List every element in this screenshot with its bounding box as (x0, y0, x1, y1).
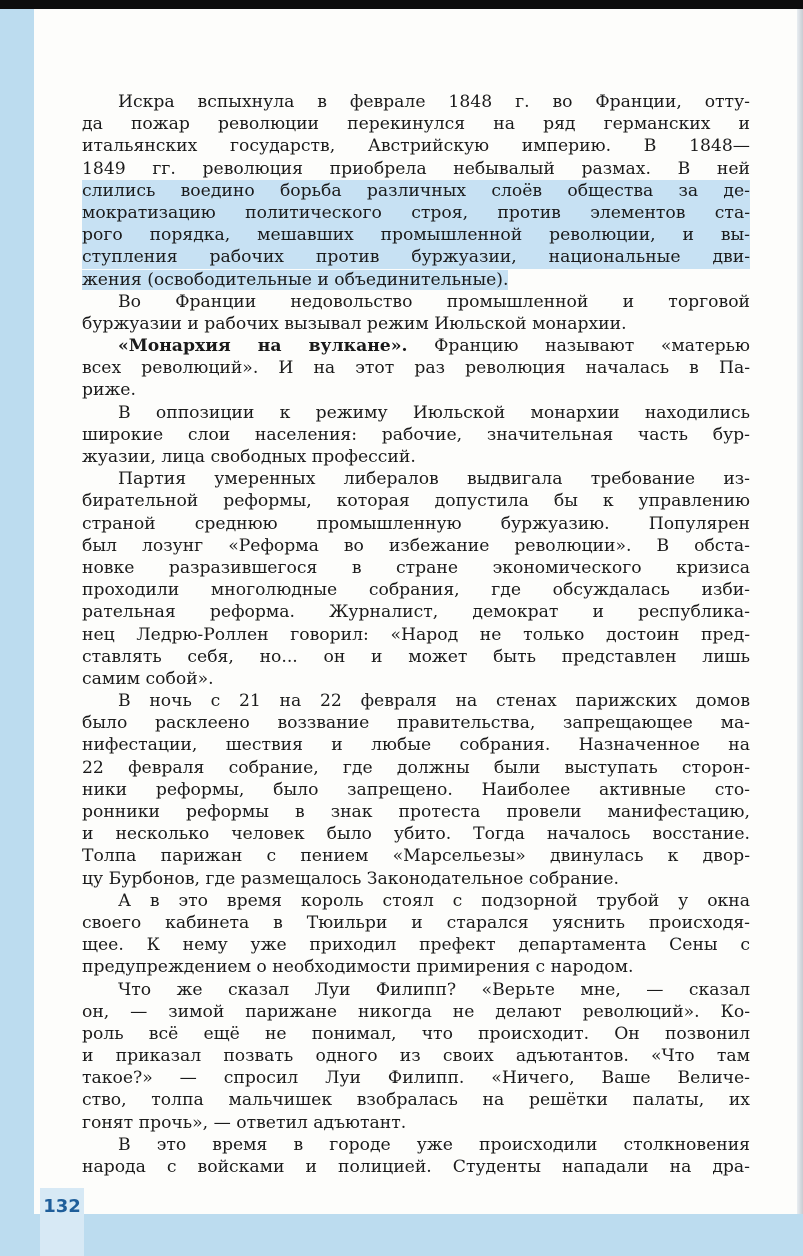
text-line: и приказал позвать одного из своих адъютантов. «Что там (82, 1046, 750, 1067)
top-edge (0, 0, 803, 9)
text-line: предупреждением о необходимости примирения с народом. (82, 957, 634, 978)
text-line: гонят прочь», — ответил адъютант. (82, 1112, 407, 1133)
text-line: нифестации, шествия и любые собрания. Назначенное на (82, 735, 750, 756)
paragraph (82, 890, 750, 979)
text-line: буржуазии и рабочих вызывал режим Июльской монархии. (82, 313, 627, 334)
text-line: В это время в городе уже происходили столкновения (118, 1134, 750, 1155)
text-line: своего кабинета в Тюильри и старался уяснить происходя- (82, 912, 750, 933)
paragraph (82, 91, 750, 291)
text-line: он, — зимой парижане никогда не делают революций». Ко- (82, 1001, 750, 1022)
text-line: Партия умеренных либералов выдвигала требование из- (118, 469, 750, 490)
text-line: Искра вспыхнула в феврале 1848 г. во Франции, отту- (118, 92, 750, 112)
text-line: бирательной реформы, которая допустила бы к управлению (82, 491, 750, 512)
text-line: Во Франции недовольство промышленной и торговой (118, 291, 750, 312)
highlighted-text-line: ступления рабочих против буржуазии, национальные дви- (82, 247, 750, 268)
left-margin-strip (0, 9, 34, 1256)
text-line: Толпа парижан с пением «Марсельезы» двинулась к двор- (82, 846, 750, 867)
text-line: страной среднюю промышленную буржуазию. Популярен (82, 513, 750, 534)
text-line: В ночь с 21 на 22 февраля на стенах парижских домов (118, 691, 750, 712)
text-line (82, 335, 750, 357)
text-line: ронники реформы в знак протеста провели манифестацию, (82, 802, 750, 822)
page-number: 132 (43, 1196, 81, 1217)
text-line: и несколько человек было убито. Тогда началось восстание. (82, 824, 750, 845)
highlighted-text-line: слились воедино борьба различных слоёв общества за де- (82, 180, 750, 201)
text-line: роль всё ещё не понимал, что происходит. Он позвонил (82, 1023, 750, 1044)
section-heading: «Монархия на вулкане». (118, 336, 408, 357)
text-line: всех революций». И на этот раз революция началась в Па- (82, 358, 750, 379)
text-fragment: Францию называют «матерью (407, 336, 750, 357)
text-line: новке разразившегося в стране экономического кризиса (82, 557, 750, 578)
text-line: народа с войсками и полицией. Студенты нападали на дра- (82, 1157, 750, 1177)
bottom-margin-band (0, 1214, 803, 1256)
text-line: Что же сказал Луи Филипп? «Верьте мне, — сказал (118, 979, 750, 1000)
text-line: жуазии, лица свободных профессий. (82, 447, 416, 467)
body-text (82, 91, 750, 1178)
text-line: итальянских государств, Австрийскую империю. В 1848— (82, 136, 750, 157)
paragraph (82, 402, 750, 469)
text-line: щее. К нему уже приходил префект департамента Сены с (82, 935, 750, 956)
paragraph (82, 690, 750, 890)
paragraph (82, 1134, 750, 1178)
text-line: было расклеено воззвание правительства, запрещающее ма- (82, 713, 750, 734)
text-line: рательная реформа. Журналист, демократ и республика- (82, 602, 750, 623)
text-line: нец Ледрю-Роллен говорил: «Народ не только достоин пред- (82, 624, 750, 645)
paragraph (82, 335, 750, 402)
right-edge-shadow (797, 9, 803, 1256)
highlighted-text-line (82, 269, 750, 291)
text-line: ство, толпа мальчишек взобралась на решётки палаты, их (82, 1090, 750, 1111)
highlight-span: жения (освободительные и объединительные). (82, 269, 509, 290)
text-line: самим собой». (82, 668, 214, 689)
text-line: ники реформы, было запрещено. Наиболее активные сто- (82, 779, 750, 800)
highlighted-text-line: мократизацию политического строя, против элементов ста- (82, 202, 750, 223)
text-line: проходили многолюдные собрания, где обсуждалась изби- (82, 580, 750, 601)
paragraph (82, 468, 750, 690)
text-line: широкие слои населения: рабочие, значительная часть бур- (82, 424, 750, 445)
text-line: А в это время король стоял с подзорной трубой у окна (118, 890, 750, 911)
text-line: такое?» — спросил Луи Филипп. «Ничего, Ваше Величе- (82, 1068, 750, 1089)
text-line: риже. (82, 380, 136, 401)
paragraph (82, 291, 750, 335)
text-line: да пожар революции перекинулся на ряд германских и (82, 114, 750, 135)
paragraph (82, 979, 750, 1134)
text-line: цу Бурбонов, где размещалось Законодательное собрание. (82, 868, 619, 889)
text-line: 1849 гг. революция приобрела небывалый размах. В ней (82, 158, 750, 179)
text-line: был лозунг «Реформа во избежание революции». В обста- (82, 535, 750, 556)
text-line: 22 февраля собрание, где должны были выступать сторон- (82, 757, 750, 778)
highlighted-text-line: рого порядка, мешавших промышленной революции, и вы- (82, 225, 750, 246)
text-line: В оппозиции к режиму Июльской монархии находились (118, 402, 750, 423)
text-line: ставлять себя, но... он и может быть представлен лишь (82, 646, 750, 667)
